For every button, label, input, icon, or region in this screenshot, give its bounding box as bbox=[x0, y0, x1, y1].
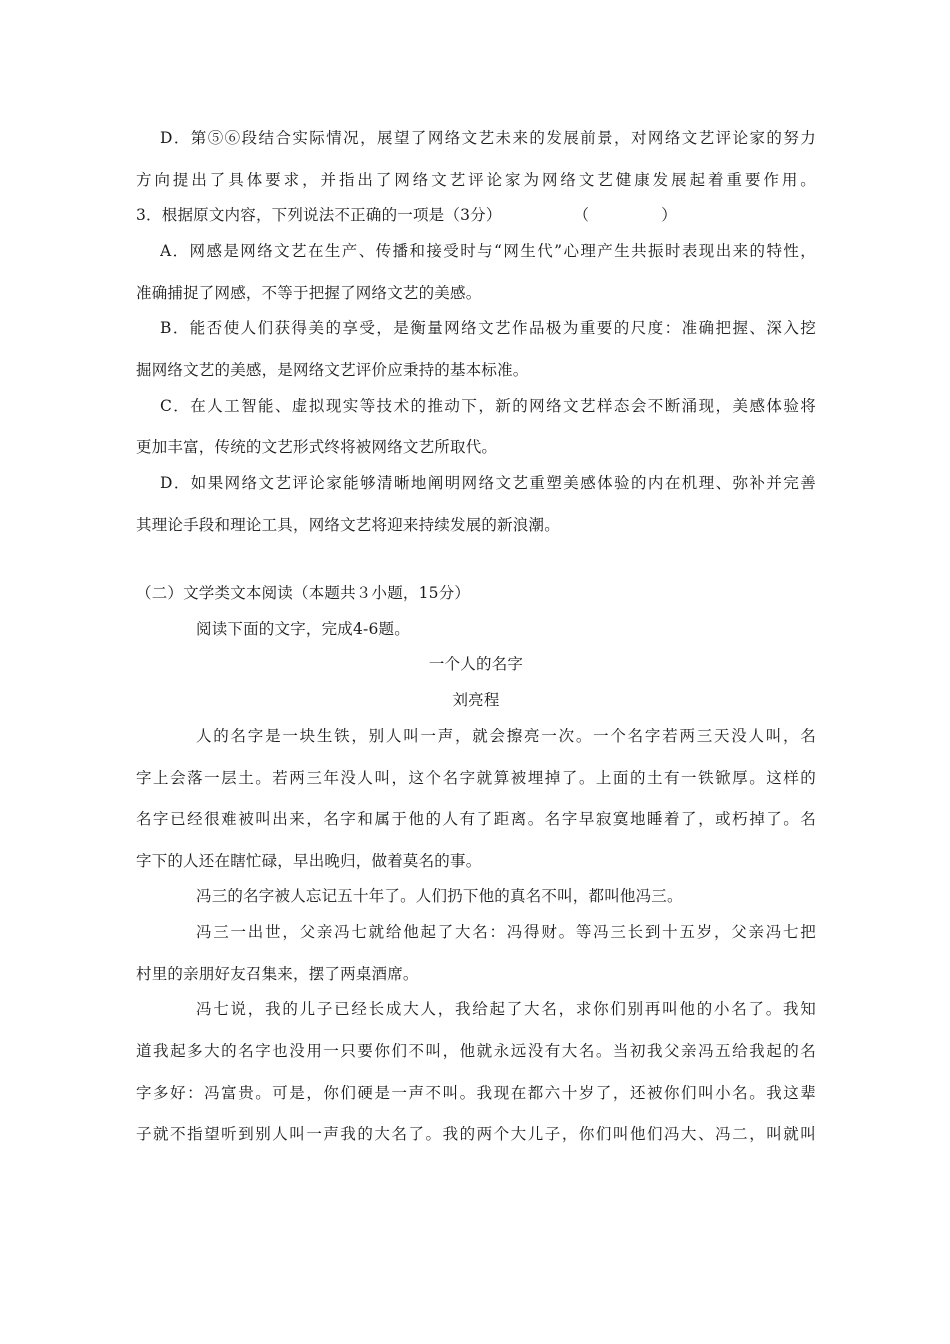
q3-option-b-line1: B．能否使人们获得美的享受，是衡量网络文艺作品极为重要的尺度：准确把握、深入挖 bbox=[160, 319, 816, 337]
q3-option-a-line2: 准确捕捉了网感，不等于把握了网络文艺的美感。 bbox=[136, 284, 482, 302]
q3-paren-open: （ bbox=[573, 206, 590, 224]
p4-line3: 字多好：冯富贵。可是，你们硬是一声不叫。我现在都六十岁了，还被你们叫小名。我这辈 bbox=[136, 1084, 816, 1102]
p4-line4: 子就不指望听到别人叫一声我的大名了。我的两个大儿子，你们叫他们冯大、冯二，叫就叫 bbox=[136, 1125, 816, 1143]
p4-line2: 道我起多大的名字也没用一只要你们不叫，他就永远没有大名。当初我父亲冯五给我起的名 bbox=[136, 1042, 816, 1060]
q3-option-a-line1: A．网感是网络文艺在生产、传播和接受时与“网生代”心理产生共振时表现出来的特性， bbox=[160, 242, 816, 260]
q3-option-d-line1: D．如果网络文艺评论家能够清晰地阐明网络文艺重塑美感体验的内在机理、弥补并完善 bbox=[160, 474, 816, 492]
q2-option-d-line1: D．第⑤⑥段结合实际情况，展望了网络文艺未来的发展前景，对网络文艺评论家的努力 bbox=[160, 129, 816, 147]
q3-option-c-line1: C．在人工智能、虚拟现实等技术的推动下，新的网络文艺样态会不断涌现，美感体验将 bbox=[160, 397, 816, 415]
p1-line2: 字上会落一层土。若两三年没人叫，这个名字就算被埋掉了。上面的土有一铁锨厚。这样的 bbox=[136, 769, 816, 787]
q3-stem-text: 3．根据原文内容，下列说法不正确的一项是（3分） bbox=[136, 206, 502, 224]
q3-option-b-line2: 掘网络文艺的美感，是网络文艺评价应秉持的基本标准。 bbox=[136, 361, 529, 379]
reading-instruction: 阅读下面的文字，完成4-6题。 bbox=[196, 620, 410, 638]
q2-option-d-line2: 方向提出了具体要求，并指出了网络文艺评论家为网络文艺健康发展起着重要作用。 bbox=[136, 171, 816, 189]
q3-paren-close: ） bbox=[661, 206, 677, 224]
p1-line3: 名字已经很难被叫出来，名字和属于他的人有了距离。名字早寂寞地睡着了，或朽掉了。名 bbox=[136, 810, 816, 828]
q3-option-d-line2: 其理论手段和理论工具，网络文艺将迎来持续发展的新浪潮。 bbox=[136, 516, 560, 534]
p1-line1: 人的名字是一块生铁，别人叫一声，就会擦亮一次。一个名字若两三天没人叫，名 bbox=[196, 727, 816, 745]
p3-line2: 村里的亲朋好友召集来，摆了两桌酒席。 bbox=[136, 965, 419, 983]
story-author: 刘亮程 bbox=[452, 691, 500, 709]
p3-line1: 冯三一出世，父亲冯七就给他起了大名：冯得财。等冯三长到十五岁，父亲冯七把 bbox=[196, 923, 816, 941]
q3-option-c-line2: 更加丰富，传统的文艺形式终将被网络文艺所取代。 bbox=[136, 438, 498, 456]
p4-line1: 冯七说，我的儿子已经长成大人，我给起了大名，求你们别再叫他的小名了。我知 bbox=[196, 1000, 816, 1018]
story-title: 一个人的名字 bbox=[428, 655, 524, 673]
section-heading: （二）文学类文本阅读（本题共３小题，15分） bbox=[136, 584, 471, 602]
p1-line4: 字下的人还在瞎忙碌，早出晚归，做着莫名的事。 bbox=[136, 852, 482, 870]
q3-stem bbox=[136, 205, 816, 225]
p2-line1: 冯三的名字被人忘记五十年了。人们扔下他的真名不叫，都叫他冯三。 bbox=[196, 887, 683, 905]
